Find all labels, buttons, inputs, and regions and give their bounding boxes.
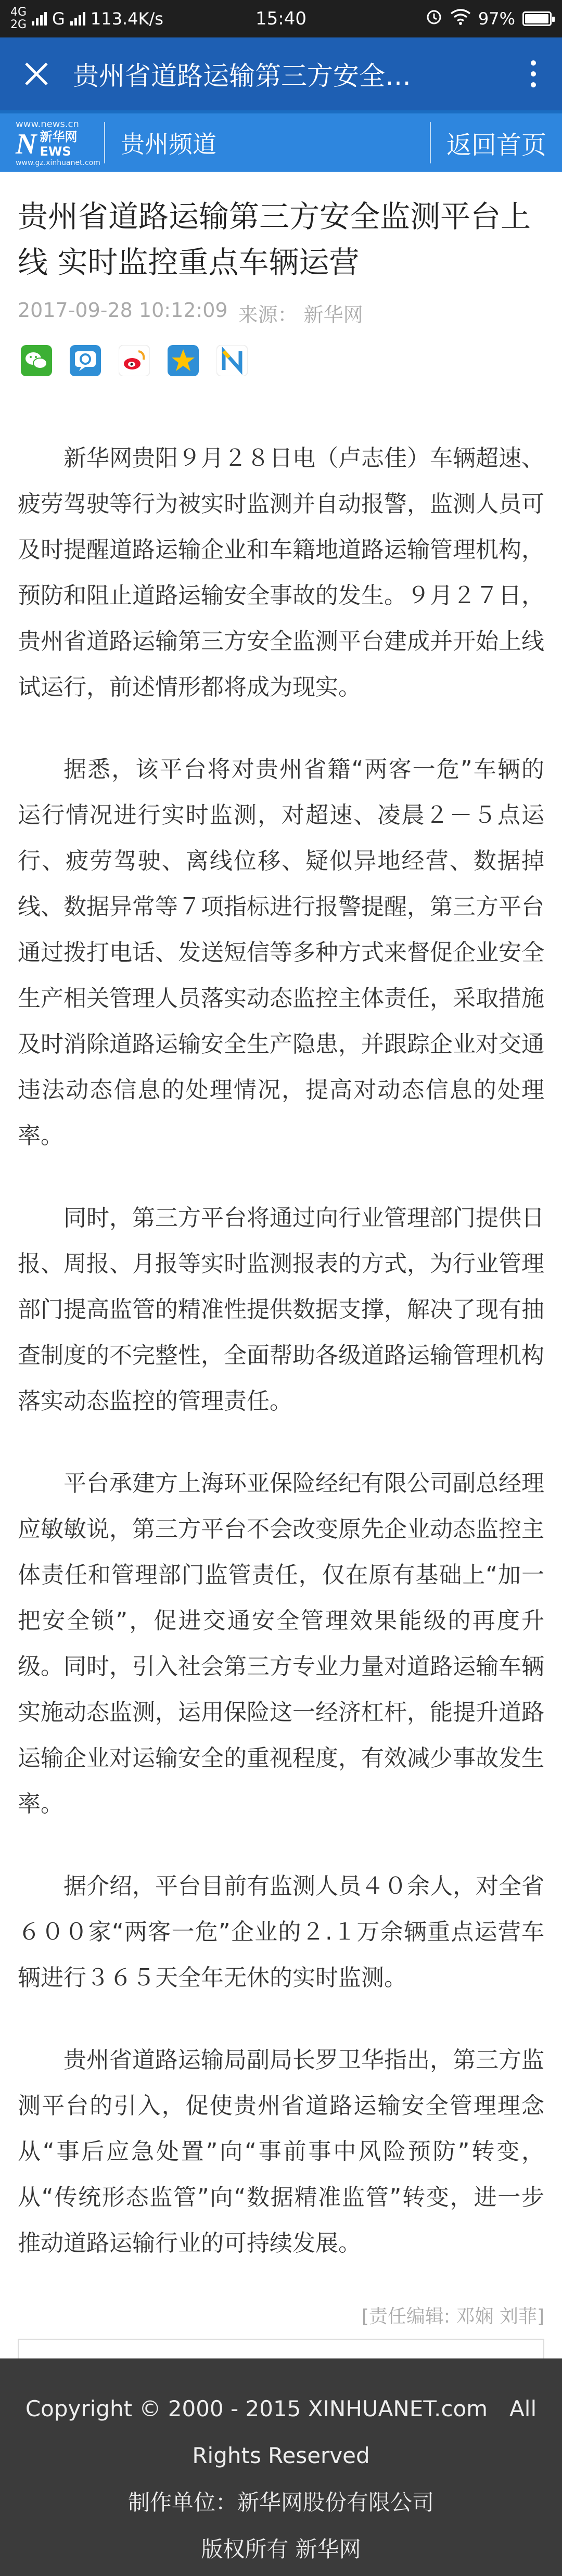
- article-headline: 贵州省道路运输第三方安全监测平台上线 实时监控重点车辆运营: [18, 199, 531, 280]
- share-bar: [18, 342, 544, 379]
- article-paragraph: 据悉，该平台将对贵州省籍“两客一危”车辆的运行情况进行实时监测，对超速、凌晨２－５点运行、疲劳驾驶、离线位移、疑似异地经营、数据掉线、数据异常等７项指标进行报警提醒，第三方平台通过拨打电话、发送短信等多种方式来督促企业安全生产相关管理人员落实动态监控主体责任，采取措施及时消除道路运输安全生产隐患，并跟踪企业对交通违法动态信息的处理情况，提高对动态信息的处理率。: [18, 756, 544, 1149]
- battery-icon: [522, 11, 552, 26]
- moments-share-button[interactable]: [67, 342, 104, 379]
- logo-letter: N: [16, 127, 37, 160]
- alarm-icon: [425, 8, 443, 30]
- signal-icon-2: [70, 12, 85, 25]
- close-button[interactable]: [0, 37, 73, 110]
- network-type: [10, 6, 27, 31]
- producer-line: 制作单位：新华网股份有限公司: [127, 2490, 434, 2515]
- channel-bar: [0, 110, 562, 172]
- channel-name[interactable]: 贵州频道: [121, 130, 216, 158]
- article-paragraph: 新华网贵阳９月２８日电（卢志佳）车辆超速、疲劳驾驶等行为被实时监测并自动报警，监测人员可及时提醒道路运输企业和车籍地道路运输管理机构，预防和阻止道路运输安全事故的发生。９月２７日，贵州省道路运输第三方安全监测平台建成并开始上线试运行，前述情形都将成为现实。: [18, 445, 544, 700]
- youdao-icon: [216, 345, 248, 376]
- network-letter: G: [52, 9, 65, 29]
- weibo-icon: [119, 345, 150, 376]
- article-date: 2017-09-28 10:12:09: [18, 299, 228, 322]
- logo-ews: EWS: [40, 144, 71, 159]
- status-left: [10, 6, 191, 31]
- wifi-icon: [450, 8, 471, 29]
- logo-url: www.news.cn: [16, 118, 79, 130]
- copyright-line: Rights Reserved: [192, 2443, 370, 2468]
- wechat-share-button[interactable]: [18, 342, 55, 379]
- copyright-line: Copyright © 2000 - 2015 XINHUANET.com All: [25, 2396, 537, 2421]
- moments-icon: [70, 345, 101, 376]
- article: [0, 194, 562, 2328]
- weibo-share-button[interactable]: [116, 342, 153, 379]
- wechat-icon: [21, 345, 52, 376]
- network-top-label: 4G: [10, 6, 27, 19]
- footer: [0, 2358, 562, 2576]
- status-time: 15:40: [256, 8, 306, 29]
- network-bottom-label: 2G: [10, 18, 27, 31]
- article-paragraph: 平台承建方上海环亚保险经纪有限公司副总经理应敏敏说，第三方平台不会改变原先企业动态监控主体责任和管理部门监管责任，仅在原有基础上“加一把安全锁”，促进交通安全管理效果能级的再度升级。同时，引入社会第三方专业力量对道路运输车辆实施动态监测，运用保险这一经济杠杆，能提升道路运输企业对运输安全的重视程度，有效减少事故发生率。: [18, 1470, 544, 1817]
- article-paragraph: 据介绍，平台目前有监测人员４０余人，对全省６００家“两客一危”企业的２.１万余辆重点运营车辆进行３６５天全年无休的实时监测。: [18, 1873, 544, 1991]
- xinhua-logo[interactable]: [0, 112, 104, 173]
- article-meta: [18, 299, 544, 327]
- article-source: 来源： 新华网: [238, 303, 363, 326]
- article-paragraph: 贵州省道路运输局副局长罗卫华指出，第三方监测平台的引入，促使贵州省道路运输安全管理理念从“事后应急处置”向“事前事中风险预防”转变，从“传统形态监管”向“数据精准监管”转变，进一步推动道路运输行业的可持续发展。: [18, 2047, 544, 2256]
- qzone-share-button[interactable]: [164, 342, 202, 379]
- signal-icon: [32, 12, 47, 25]
- status-right: [371, 8, 552, 30]
- rights-line: 版权所有 新华网: [201, 2536, 361, 2562]
- battery-fill: [525, 14, 548, 23]
- logo-cn: 新华网: [40, 129, 78, 144]
- page-title: 贵州省道路运输第三方安全…: [73, 61, 411, 91]
- status-bar: [0, 0, 562, 37]
- back-home-link[interactable]: 返回首页: [446, 130, 546, 160]
- app-bar: [0, 37, 562, 110]
- close-icon: [23, 60, 50, 87]
- network-speed: 113.4K/s: [90, 9, 163, 29]
- youdao-share-button[interactable]: [213, 342, 251, 379]
- article-paragraph: 同时，第三方平台将通过向行业管理部门提供日报、周报、月报等实时监测报表的方式，为行业管理部门提高监管的精准性提供数据支撑，解决了现有抽查制度的不完整性，全面帮助各级道路运输管理机构落实动态监控的管理责任。: [18, 1205, 544, 1414]
- more-vertical-icon: [531, 60, 536, 87]
- more-menu-button[interactable]: [505, 37, 562, 110]
- qzone-icon: [168, 345, 199, 376]
- logo-subdomain: www.gz.xinhuanet.com: [16, 158, 100, 167]
- battery-percent: 97%: [478, 9, 516, 29]
- responsible-editor: [责任编辑: 邓娴 刘菲]: [361, 2306, 544, 2327]
